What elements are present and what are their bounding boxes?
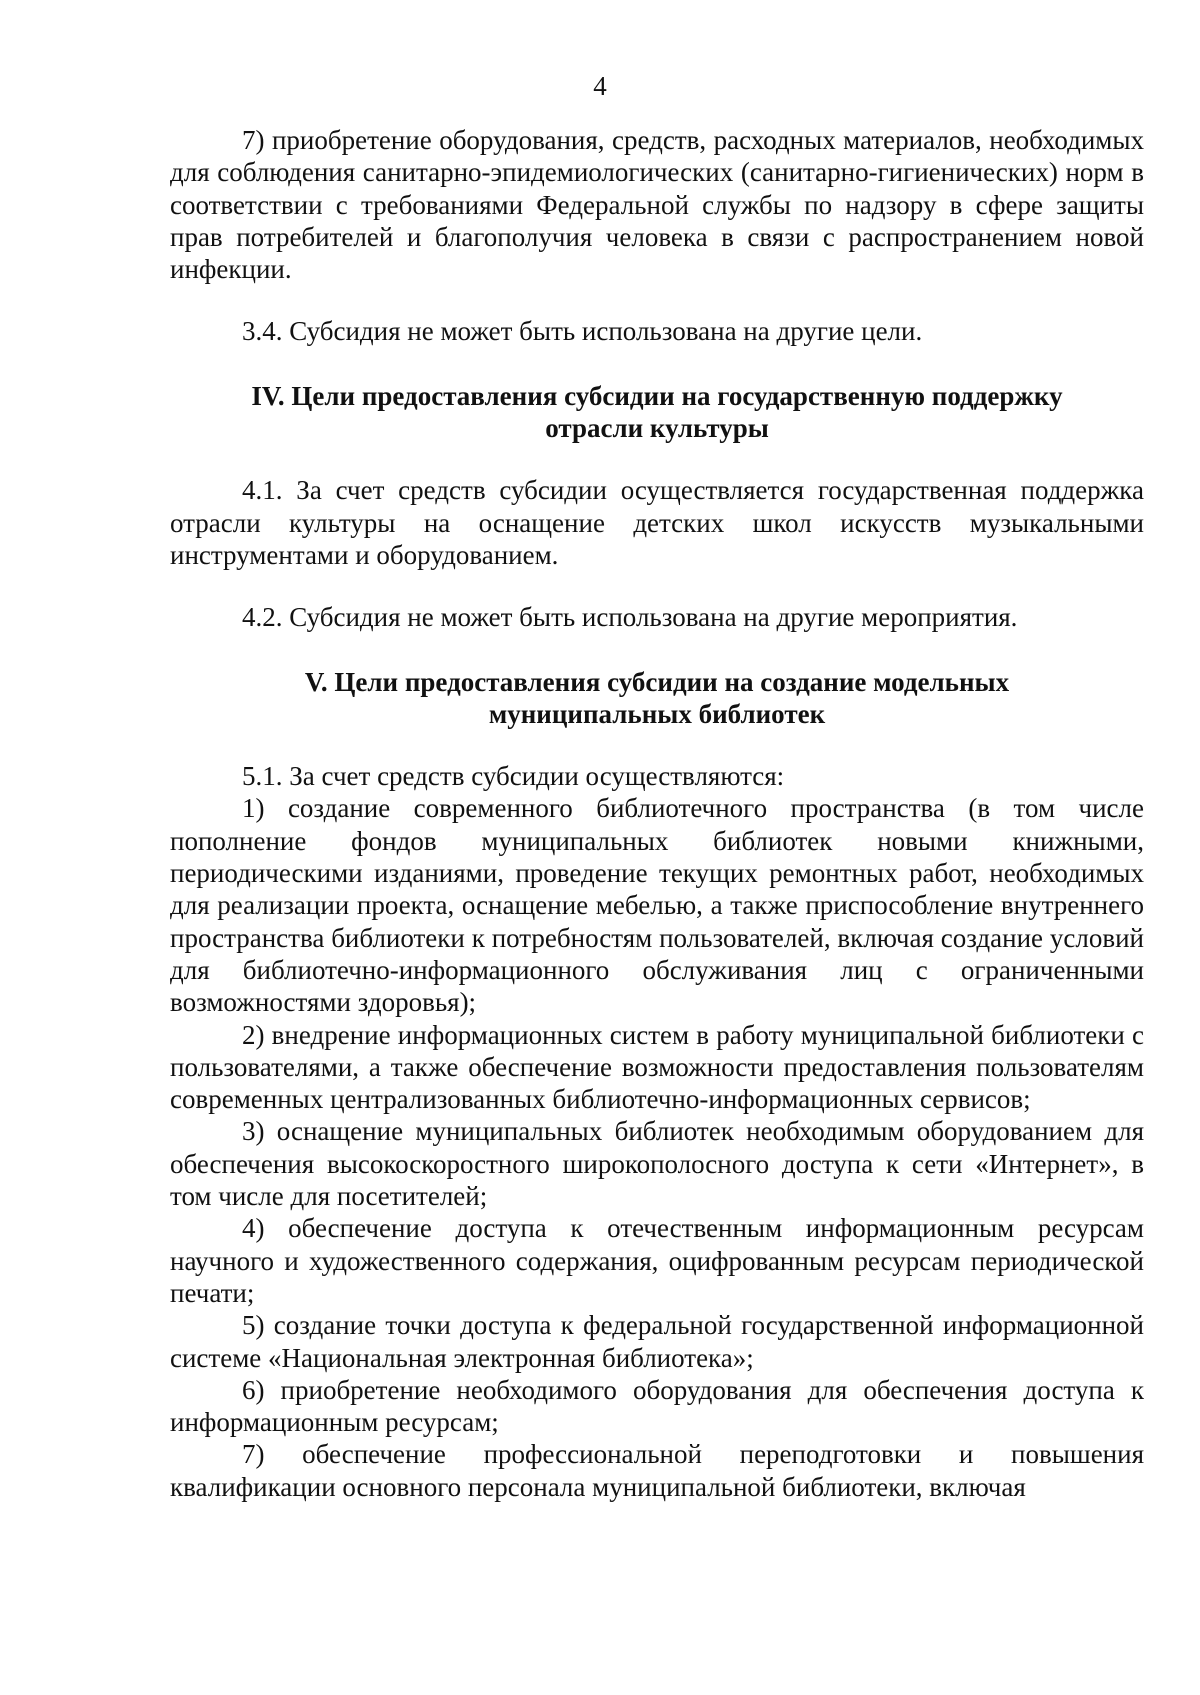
list-item-5-1-4: 4) обеспечение доступа к отечественным информационным ресурсам научного и художественного содержания, оцифрованным ресурсам периодической печати;	[170, 1213, 1144, 1308]
paragraph-clause-4-1: 4.1. За счет средств субсидии осуществляется государственная поддержка отрасли культуры на оснащение детских школ искусств музыкальными инструментами и оборудованием.	[170, 475, 1144, 570]
list-item-5-1-5: 5) создание точки доступа к федеральной государственной информационной системе «Национальная электронная библиотека»;	[170, 1310, 1144, 1373]
section-4-heading-line-1: IV. Цели предоставления субсидии на государственную поддержку	[251, 380, 1063, 411]
list-item-5-1-3: 3) оснащение муниципальных библиотек необходимым оборудованием для обеспечения высокоскоростного широкополосного доступа к сети «Интернет», в том числе для посетителей;	[170, 1116, 1144, 1212]
section-5-heading-line-2: муниципальных библиотек	[488, 698, 826, 729]
paragraph-clause-5-1-intro: 5.1. За счет средств субсидии осуществляются:	[242, 761, 785, 792]
paragraph-clause-3-4: 3.4. Субсидия не может быть использована на другие цели.	[242, 316, 923, 347]
page-number: 4	[593, 71, 607, 101]
list-item-5-1-7: 7) обеспечение профессиональной переподготовки и повышения квалификации основного персонала муниципальной библиотеки, включая	[170, 1439, 1144, 1502]
section-4-heading	[170, 380, 1144, 445]
list-item-5-1-6: 6) приобретение необходимого оборудования для обеспечения доступа к информационным ресурсам;	[170, 1374, 1144, 1438]
paragraph-item-7-sanitary: 7) приобретение оборудования, средств, расходных материалов, необходимых для соблюдения санитарно-эпидемиологических (санитарно-гигиенических) норм в соответствии с требованиями Федеральной службы по надзору в сфере защиты прав потребителей и благополучия человека в связи с распространением новой инфекции.	[170, 125, 1144, 285]
paragraph-clause-4-2: 4.2. Субсидия не может быть использована на другие мероприятия.	[242, 602, 1018, 633]
list-item-5-1-2: 2) внедрение информационных систем в работу муниципальной библиотеки с пользователями, а также обеспечение возможности предоставления пользователям современных централизованных библиотечно-информационных сервисов;	[170, 1019, 1144, 1115]
section-5-heading-line-1: V. Цели предоставления субсидии на создание модельных	[304, 666, 1010, 697]
section-4-heading-line-2: отрасли культуры	[545, 413, 769, 444]
section-5-heading	[170, 666, 1144, 731]
document-body	[170, 124, 1144, 1503]
list-item-5-1-1: 1) создание современного библиотечного пространства (в том числе пополнение фондов муниципальных библиотек новыми книжными, периодическими изданиями, проведение текущих ремонтных работ, необходимых для реализации проекта, оснащение мебелью, а также приспособление внутреннего пространства библиотеки к потребностям пользователей, включая создание условий для библиотечно-информационного обслуживания лиц с ограниченными возможностями здоровья);	[170, 793, 1144, 1018]
